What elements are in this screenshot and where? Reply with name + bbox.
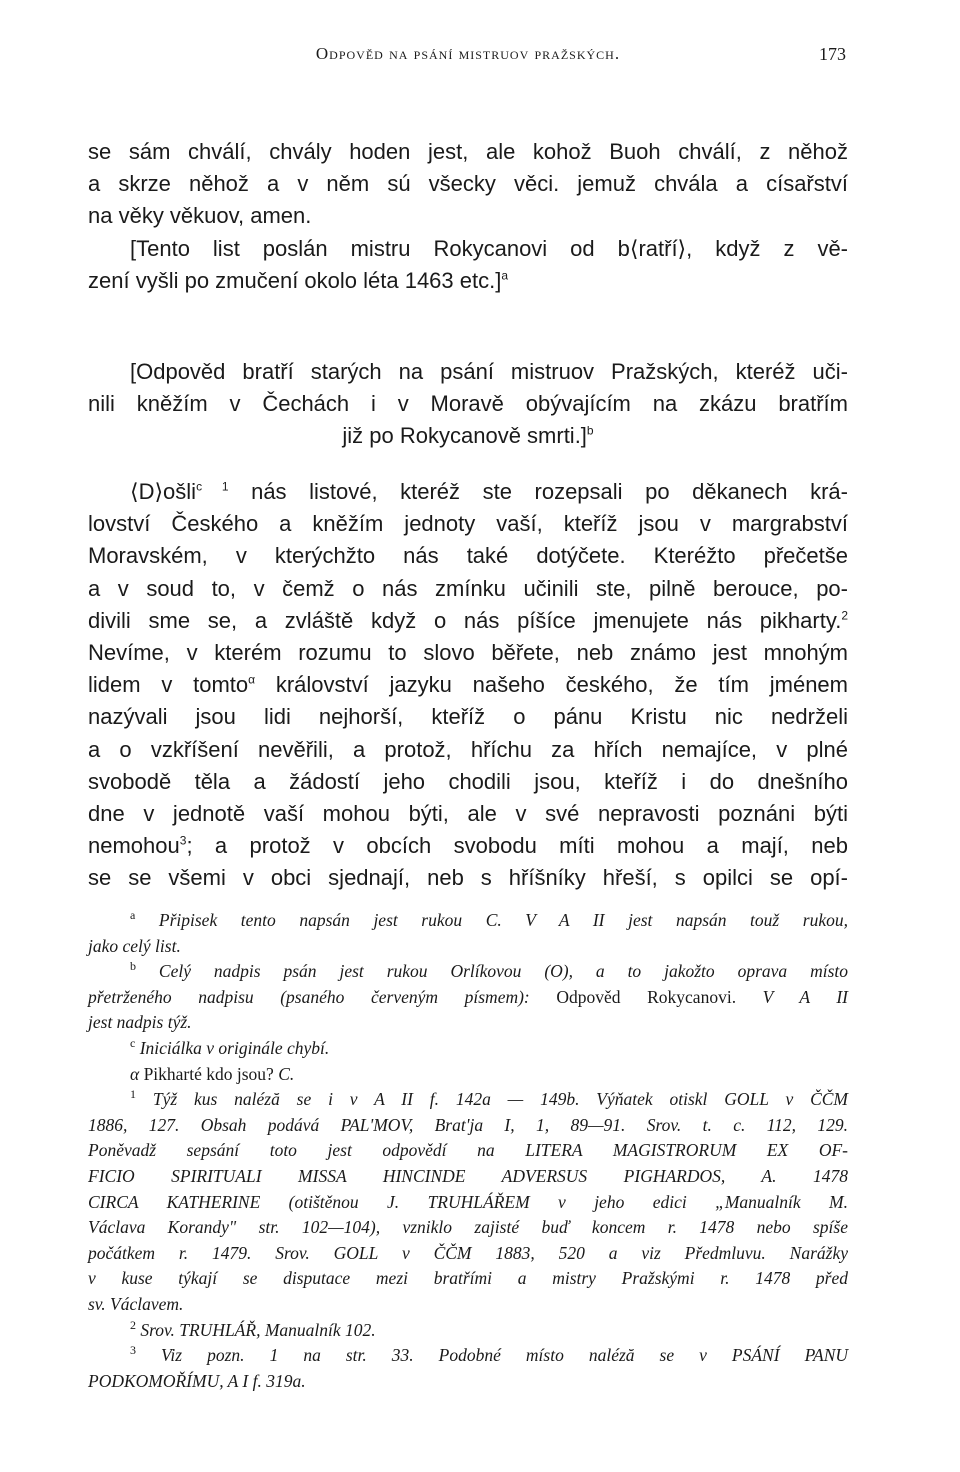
text-span: Připisek tento napsán jest rukou C. V A II jest napsán touž rukou, [158, 910, 848, 930]
footnote-line: jest nadpis týž. [88, 1012, 192, 1033]
page-number: 173 [819, 44, 846, 64]
text-span: Srov. TRUHLÁŘ, Manualník 102. [140, 1319, 376, 1340]
text-line: Nevíme, v kterém rozumu to slovo běřete, neb známo jest mnohým [88, 640, 848, 666]
footnote-alpha [88, 1062, 848, 1088]
heading-line: nili kněžím v Čechách i v Moravě obývajícím na zkázu bratřím [88, 391, 848, 417]
text-line: dne v jednotě vaší mohou býti, ale v své nepravosti poznáni býti [88, 801, 848, 827]
footnote-3-mark: 3 [130, 1343, 136, 1358]
text-span: Iniciálka v originále chybí. [139, 1037, 330, 1058]
footnote-line: 1886, 127. Obsah podává PAL'MOV, Brat'ja I, 1, 89—91. Srov. t. c. 112, 129. [88, 1114, 848, 1135]
footnote-mark-3: 3 [179, 833, 187, 848]
text-span: nás listové, kteréž ste rozepsali po děkanech krá- [228, 479, 848, 504]
heading-line: [Odpověd bratří starých na psání mistruov Pražských, kteréž uči- [130, 359, 848, 384]
footnote-1-mark: 1 [130, 1087, 136, 1102]
text-line [88, 830, 848, 862]
text-line: lovství Českého a kněžím jednoty vaší, kteříž jsou v margrabství [88, 511, 848, 537]
heading-line [88, 420, 848, 452]
footnotes [88, 908, 848, 1394]
text-line [88, 605, 848, 637]
text-span: nemohou [88, 833, 180, 859]
footnote-line: Poněvadž sepsání toto jest odpovědí na LITERA MAGISTRORUM EX OF- [88, 1140, 848, 1161]
footnote-line: CIRCA KATHERINE (otištěnou J. TRUHLÁŘEM v jeho edici „Manualník M. [88, 1191, 848, 1212]
footnote-mark-c1: c 1 [196, 479, 229, 494]
text-span: C. [273, 1063, 295, 1084]
footnote-mark-a: a [501, 268, 509, 283]
text-span: Týž kus naléză se i v A II f. 142a — 149b. Výňatek otiskl GOLL v ČČM [152, 1089, 848, 1110]
text-line [88, 265, 848, 297]
text-line [88, 476, 848, 508]
text-line: Moravském, v kterýchžto nás také dotýčete. Kteréžto přečetše [88, 543, 848, 569]
running-title: Odpověd na psání mistruov pražských. [315, 44, 621, 63]
footnote-mark-b: b [586, 424, 594, 439]
text-line: se se všemi v obci sjednají, neb s hříšníky hřeší, s opilci se opí- [88, 865, 848, 891]
section-heading [88, 356, 848, 453]
text-span: lidem v tomto [88, 672, 249, 698]
footnote-b [88, 959, 848, 985]
footnote-mark-2: 2 [841, 608, 848, 623]
footnote-a-mark: a [130, 908, 136, 923]
text-span: zení vyšli po zmučení okolo léta 1463 etc.] [88, 267, 502, 293]
footnote-line: FICIO SPIRITUALI MISSA HINCINDE ADVERSUS PIGHARDOS, A. 1478 [88, 1165, 848, 1186]
footnote-b-mark: b [130, 959, 136, 974]
footnote-1 [88, 1087, 848, 1113]
text-line: nazývali jsou lidi nejhorší, kteříž o pánu Kristu nic nedrželi [88, 704, 848, 730]
footnote-line: sv. Václavem. [88, 1293, 184, 1314]
main-paragraph [88, 476, 848, 895]
text-line: a skrze něhož a v něm sú všecky věci. jemuž chvála a císařství [88, 171, 848, 197]
text-span: Pikharté kdo jsou? [143, 1063, 274, 1084]
footnote-c [88, 1036, 848, 1062]
text-span: divili sme se, a zvláště když o nás píšíce jmenujete nás pikharty. [88, 607, 842, 633]
footnote-c-mark: c [130, 1036, 136, 1051]
text-span: již po Rokycanově smrti.] [342, 423, 587, 449]
text-span: Odpověd Rokycanovi. [556, 986, 737, 1007]
text-line: a o vzkříšení nevěřili, a protož, hříchu za hřích nemajíce, v plné [88, 736, 848, 762]
footnote-line: Václava Korandy" str. 102—104), vzniklo zajisté buď koncem r. 1478 nebo spíše [88, 1217, 848, 1238]
text-line: a v soud to, v čemž o nás zmínku učinili ste, pilně berouce, po- [88, 575, 848, 601]
text-line: se sám chválí, chvály hoden jest, ale kohož Buoh chválí, z něhož [88, 139, 848, 164]
footnote-line: PODKOMOŘÍMU, A I f. 319a. [88, 1370, 306, 1391]
text-span: V A II [736, 986, 848, 1007]
text-span: ; a protož v obcích svobodu míti mohou a mají, neb [186, 833, 848, 859]
text-span: království jazyku našeho českého, že tím jménem [255, 672, 848, 698]
footnote-alpha-mark: α [130, 1063, 140, 1084]
text-line: [Tento list poslán mistru Rokycanovi od b⟨ratří⟩, když z vě- [130, 235, 848, 261]
footnote-mark-alpha: α [248, 672, 256, 687]
text-span: Celý nadpis psán jest rukou Orlíkovou (O), a to jakožto oprava místo [158, 961, 848, 982]
initial-word: ⟨D⟩ošli [130, 479, 197, 504]
footnote-line: jako celý list. [88, 935, 181, 956]
footnote-3 [88, 1343, 848, 1369]
footnote-a [88, 908, 848, 934]
page-header [88, 44, 848, 74]
footnote-2 [88, 1318, 848, 1344]
footnote-2-mark: 2 [130, 1317, 136, 1332]
text-span: přetrženého nadpisu (psaného červeným písmem): [88, 986, 557, 1007]
text-line: svobodě těla a žádostí jeho chodili jsou, kteříž i do dnešního [88, 768, 848, 794]
footnote-line: v kuse týkají se disputace mezi bratřími a mistry Pražskými r. 1478 před [88, 1268, 848, 1289]
text-span: Viz pozn. 1 na str. 33. Podobné místo naléză se v PSÁNÍ PANU [161, 1345, 849, 1366]
paragraph-1 [88, 136, 848, 297]
footnote-line: počátkem r. 1479. Srov. GOLL v ČČM 1883, 520 a viz Předmluvu. Narážky [88, 1242, 848, 1263]
text-line: na věky věkuov, amen. [88, 203, 312, 229]
footnote-line [88, 985, 848, 1011]
text-line [88, 669, 848, 701]
